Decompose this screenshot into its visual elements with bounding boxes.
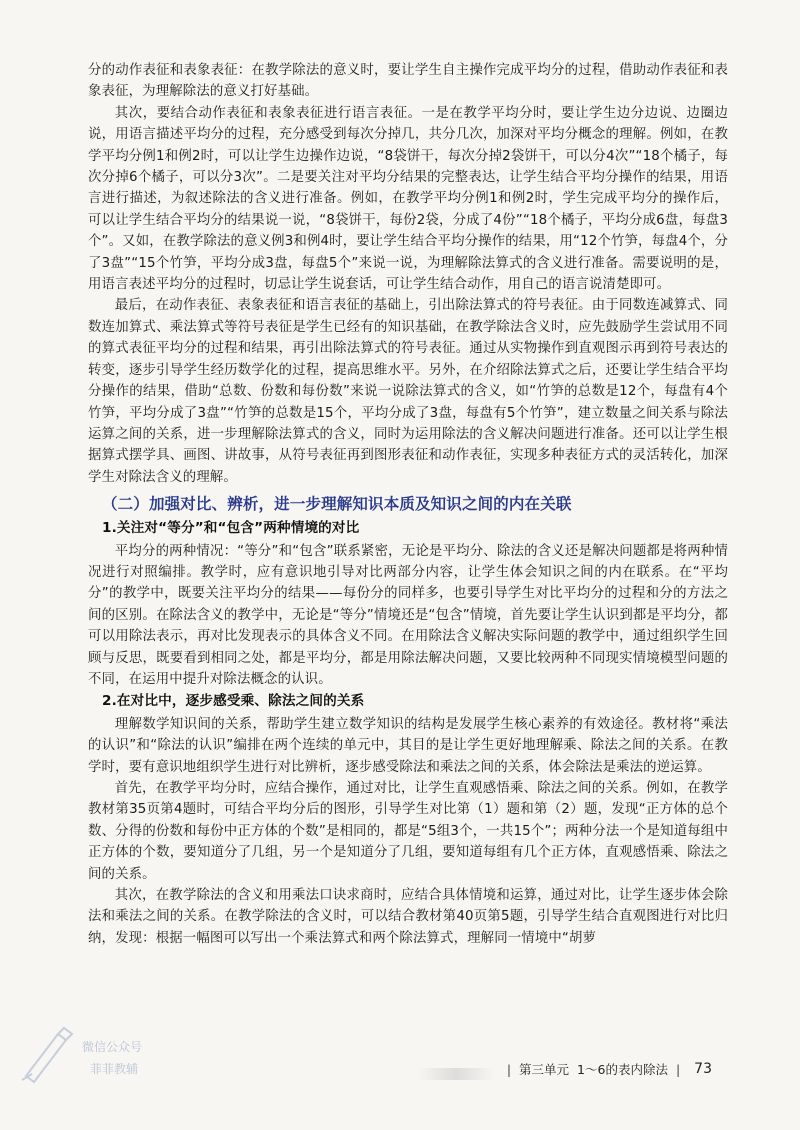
subheading-2: 2.在对比中，逐步感受乘、除法之间的关系 xyxy=(102,693,365,710)
watermark xyxy=(18,1018,168,1088)
paragraph-second-comparison: 其次，在教学除法的含义和用乘法口诀求商时，应结合具体情境和运算，通过对比，让学生逐步体会除法和乘法之间的关系。在教学除法的含义时，可以结合教材第40页第5题，引导学生结合直观图进行对比归纳，发现：根据一幅图可以写出一个乘法算式和两个除法算式，理解同一情境中“胡萝 xyxy=(88,888,728,946)
page-footer xyxy=(507,1060,712,1078)
section-heading: （二）加强对比、辨析，进一步理解知识本质及知识之间的内在关联 xyxy=(102,495,572,514)
footer-unit: 第三单元 xyxy=(519,1062,570,1077)
page-number: 73 xyxy=(694,1061,712,1077)
footer-divider-right: | xyxy=(675,1061,681,1077)
paragraph-symbolic-representation: 最后，在动作表征、表象表征和语言表征的基础上，引出除法算式的符号表征。由于同数连减算式、同数连加算式、乘法算式等符号表征是学生已经有的知识基础，在教学除法含义时，应先鼓励学生尝试用不同的算式表征平均分的过程和结果，再引出除法算式的符号表征。通过从实物操作到直观图示再到符号表达的转变，逐步引导学生经历数学化的过程，提高思维水平。另外，在介绍除法算式之后，还要让学生结合平均分操作的结果，借助“总数、份数和每份数”来说一说除法算式的含义，如“竹笋的总数是12个，每盘有4个竹笋，平均分成了3盘”“竹笋的总数是15个，平均分成了3盘，每盘有5个竹笋”，建立数量之间关系与除法运算之间的关系，进一步理解除法算式的含义，同时为运用除法的含义解决问题进行准备。还可以让学生根据算式摆学具、画图、讲故事，从符号表征再到图形表征和动作表征，实现多种表征方式的灵活转化，加深学生对除法含义的理解。 xyxy=(88,298,728,485)
paragraph-continuation: 分的动作表征和表象表征：在教学除法的意义时，要让学生自主操作完成平均分的过程，借助动作表征和表象表征，为理解除法的意义打好基础。 xyxy=(88,63,728,100)
paragraph-language-representation: 其次，要结合动作表征和表象表征进行语言表征。一是在教学平均分时，要让学生边分边说、边圈边说，用语言描述平均分的过程，充分感受到每次分掉几，共分几次，加深对平均分概念的理解。例如，在教学平均分例1和例2时，可以让学生边操作边说，“8袋饼干，每次分掉2袋饼干，可以分4次”“18个橘子，每次分掉6个橘子，可以分3次”。二是要关注对平均分结果的完整表达，让学生结合平均分操作的结果，用语言进行描述，为叙述除法的含义进行准备。例如，在教学平均分例1和例2时，学生完成平均分的操作后，可以让学生结合平均分的结果说一说，“8袋饼干，每份2袋，分成了4份”“18个橘子，平均分成6盘，每盘3个”。又如，在教学除法的意义例3和例4时，要让学生结合平均分操作的结果，用“12个竹笋，每盘4个，分了3盘”“15个竹笋，平均分成3盘，每盘5个”来说一说，为理解除法算式的含义进行准备。需要说明的是，用语言表述平均分的过程时，切忌让学生说套话，可让学生结合动作，用自己的语言说清楚即可。 xyxy=(88,105,728,293)
footer-divider-left: | xyxy=(506,1061,512,1077)
paragraph-first-comparison: 首先，在教学平均分时，应结合操作，通过对比，让学生直观感悟乘、除法之间的关系。例如，在教学教材第35页第4题时，可结合平均分后的图形，引导学生对比第（1）题和第（2）题，发现“正方体的总个数、分得的份数和每份中正方体的个数”是相同的，都是“5组3个，一共15个”；两种分法一个是知道每组中正方体的个数，要知道分了几组，另一个是知道分了几组，要知道每组有几个正方体，直观感悟乘、除法之间的关系。 xyxy=(88,781,728,882)
page-body xyxy=(88,60,728,949)
scan-artifact xyxy=(418,1068,494,1080)
pen-logo-icon xyxy=(18,1024,78,1084)
subheading-1: 1.关注对“等分”和“包含”两种情境的对比 xyxy=(102,520,360,537)
footer-chapter: 1～6的表内除法 xyxy=(577,1062,668,1077)
watermark-line-2: 菲菲教辅 xyxy=(90,1062,139,1076)
paragraph-knowledge-relations: 理解数学知识间的关系，帮助学生建立数学知识的结构是发展学生核心素养的有效途径。教材将“乘法的认识”和“除法的认识”编排在两个连续的单元中，其目的是让学生更好地理解乘、除法之间的关系。在教学时，要有意识地组织学生进行对比辨析，逐步感受除法和乘法之间的关系，体会除法是乘法的逆运算。 xyxy=(88,716,728,775)
paragraph-equal-division-vs-inclusion: 平均分的两种情况：“等分”和“包含”联系紧密，无论是平均分、除法的含义还是解决问题都是将两种情况进行对照编排。教学时，应有意识地引导对比两部分内容，让学生体会知识之间的内在联系。在“平均分”的教学中，既要关注平均分的结果——每份分的同样多，也要引导学生对比平均分的过程和分的方法之间的区别。在除法含义的教学中，无论是“等分”情境还是“包含”情境，首先要让学生认识到都是平均分，都可以用除法表示，再对比发现表示的具体含义不同。在用除法含义解决实际问题的教学中，通过组织学生回顾与反思，既要看到相同之处，都是平均分，都是用除法解决问题，又要比较两种不同现实情境模型问题的不同，在运用中提升对除法概念的认识。 xyxy=(88,543,728,687)
watermark-line-1: 微信公众号 xyxy=(82,1040,143,1054)
